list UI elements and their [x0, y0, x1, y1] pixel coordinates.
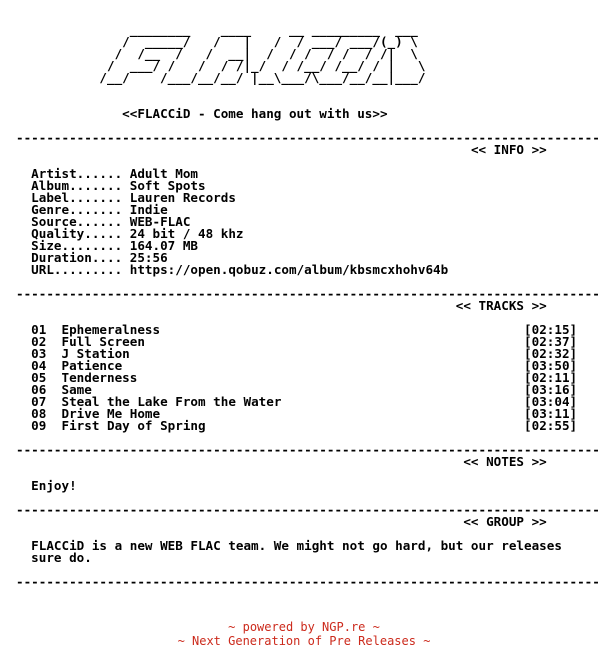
notes-section-header: << NOTES >> — [463, 454, 547, 469]
info-field-key: Size........ — [31, 238, 123, 253]
tagline: <<FLACCiD - Come hang out with us>> — [122, 106, 388, 121]
footer-powered-by: ~ powered by NGP.re ~ — [228, 620, 380, 634]
track-number: 04 — [31, 358, 47, 373]
track-duration: [02:15] — [524, 322, 578, 337]
tracks-section-header: << TRACKS >> — [455, 298, 547, 313]
track-number: 09 — [31, 418, 47, 433]
track-number: 08 — [31, 406, 47, 421]
track-title: Patience — [61, 358, 123, 373]
info-field-value: 164.07 MB — [129, 238, 199, 253]
section-divider: ----------------------------------------------------------------------------- — [16, 130, 600, 145]
track-number: 03 — [31, 346, 47, 361]
logo-art-line: / ___/ / / / /|_/ / /__/ /__/ / | \ — [16, 58, 426, 73]
notes-text: Enjoy! — [31, 478, 77, 493]
info-field-value: Adult Mom — [129, 166, 199, 181]
section-divider: ----------------------------------------------------------------------------- — [16, 502, 600, 517]
info-field-value: 25:56 — [129, 250, 168, 265]
info-field-key: Album....... — [31, 178, 123, 193]
section-divider: ----------------------------------------------------------------------------- — [16, 286, 600, 301]
track-title: Steal the Lake From the Water — [61, 394, 282, 409]
track-number: 07 — [31, 394, 47, 409]
section-divider: ----------------------------------------------------------------------------- — [16, 574, 600, 589]
logo-art-line: / _____/ / | / / ___/ ___/(_) \ — [16, 34, 418, 49]
track-duration: [03:50] — [524, 358, 578, 373]
info-field-value: https://open.qobuz.com/album/kbsmcxhohv64b — [129, 262, 449, 277]
logo-art-line: / /__ / / __| / / / / / / /| \ — [16, 46, 418, 61]
track-number: 02 — [31, 334, 47, 349]
footer — [0, 620, 608, 648]
track-duration: [03:11] — [524, 406, 578, 421]
track-number: 01 — [31, 322, 47, 337]
track-title: Tenderness — [61, 370, 138, 385]
info-field-key: Quality..... — [31, 226, 123, 241]
info-section-header: << INFO >> — [470, 142, 547, 157]
nfo-text — [16, 24, 600, 588]
track-duration: [03:16] — [524, 382, 578, 397]
track-title: Same — [61, 382, 92, 397]
info-field-key: URL......... — [31, 262, 123, 277]
info-field-value: Indie — [129, 202, 168, 217]
track-title: First Day of Spring — [61, 418, 206, 433]
info-field-key: Artist...... — [31, 166, 123, 181]
info-field-value: Soft Spots — [129, 178, 206, 193]
info-field-key: Genre....... — [31, 202, 123, 217]
footer-slogan: ~ Next Generation of Pre Releases ~ — [177, 634, 431, 648]
track-number: 05 — [31, 370, 47, 385]
track-duration: [03:04] — [524, 394, 578, 409]
track-duration: [02:32] — [524, 346, 578, 361]
info-field-value: 24 bit / 48 khz — [129, 226, 244, 241]
track-number: 06 — [31, 382, 47, 397]
group-section-header: << GROUP >> — [463, 514, 547, 529]
track-duration: [02:11] — [524, 370, 578, 385]
group-text-line: FLACCiD is a new WEB FLAC team. We might not go hard, but our releases — [31, 538, 562, 553]
group-text-line: sure do. — [31, 550, 92, 565]
info-field-value: WEB-FLAC — [129, 214, 191, 229]
track-title: Drive Me Home — [61, 406, 161, 421]
track-duration: [02:37] — [524, 334, 578, 349]
section-divider: ----------------------------------------------------------------------------- — [16, 442, 600, 457]
track-title: Ephemeralness — [61, 322, 161, 337]
logo-art-line: /__/ /___/__/__/ |__\___/\___/__/__|___/ — [16, 70, 426, 85]
logo-art-line: ________ ____ __ _________ ___ — [16, 22, 418, 37]
info-field-key: Duration.... — [31, 250, 123, 265]
info-field-value: Lauren Records — [129, 190, 236, 205]
info-field-key: Label....... — [31, 190, 123, 205]
track-title: J Station — [61, 346, 130, 361]
info-field-key: Source...... — [31, 214, 123, 229]
track-title: Full Screen — [61, 334, 145, 349]
track-duration: [02:55] — [524, 418, 578, 433]
